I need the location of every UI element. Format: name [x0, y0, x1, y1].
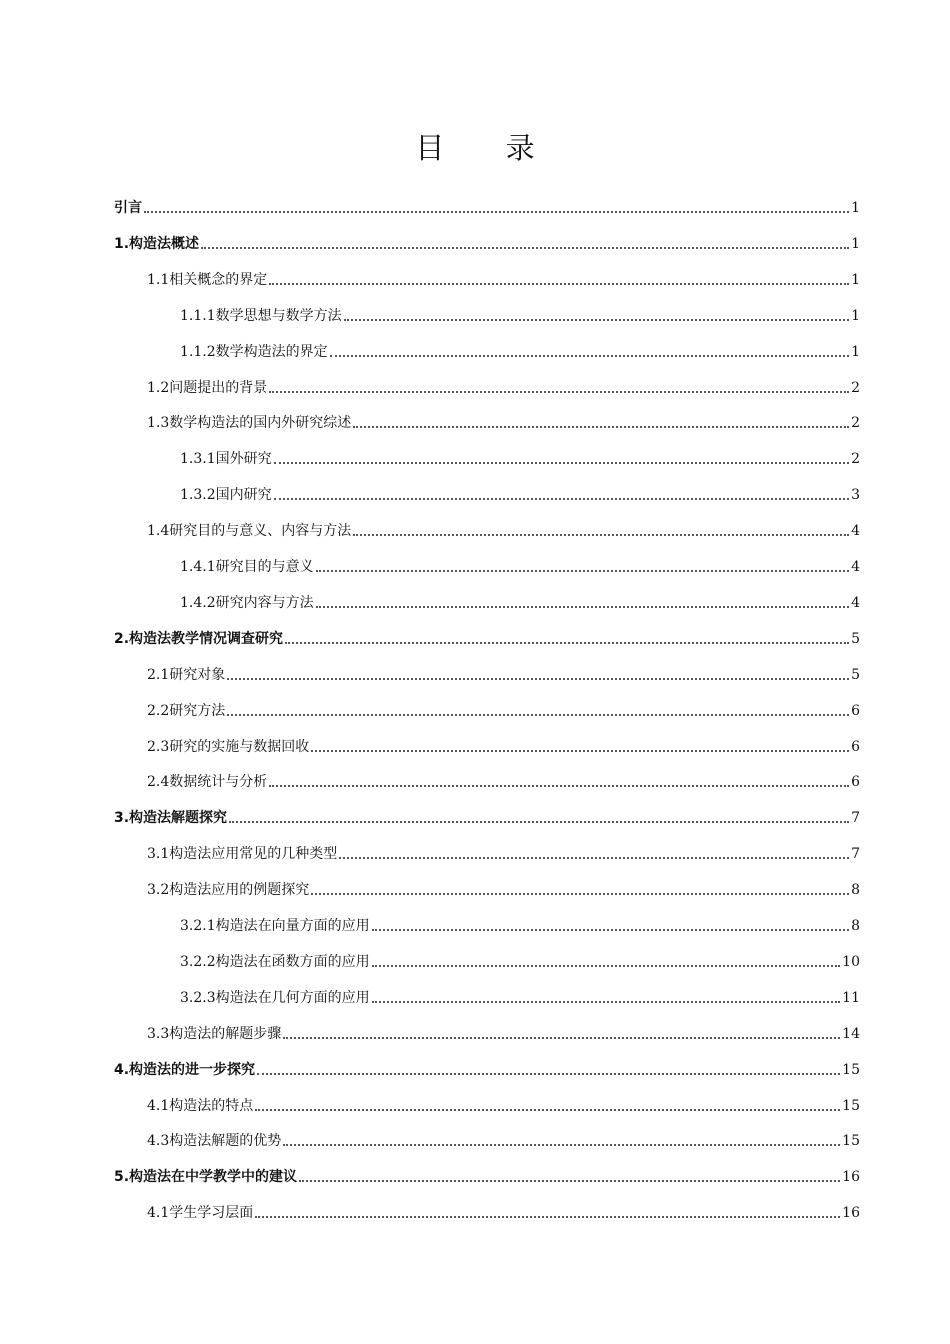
toc-entry-page-number: 16: [842, 1205, 860, 1222]
toc-entry-label: 1.4.2研究内容与方法: [180, 594, 314, 611]
toc-entry-label: 4.1学生学习层面: [147, 1205, 254, 1222]
toc-dot-leader: [311, 893, 849, 895]
toc-entry-label: 3.2.2构造法在函数方面的应用: [180, 953, 370, 970]
toc-entry[interactable]: [114, 1056, 860, 1080]
toc-entry-label: 2.3研究的实施与数据回收: [147, 738, 310, 755]
toc-entry-label: 4.构造法的进一步探究: [114, 1061, 256, 1078]
toc-entry-label: 1.3.1国外研究: [180, 451, 272, 468]
toc-entry-page-number: 3: [851, 487, 860, 504]
toc-entry-label: 1.1相关概念的界定: [147, 271, 268, 288]
toc-entry[interactable]: [180, 589, 860, 613]
toc-entry-page-number: 2: [851, 415, 860, 432]
toc-entry[interactable]: [180, 984, 860, 1008]
toc-entry-page-number: 7: [851, 846, 860, 863]
toc-entry[interactable]: [180, 302, 860, 326]
toc-entry-label: 1.4研究目的与意义、内容与方法: [147, 523, 352, 540]
toc-dot-leader: [227, 678, 849, 680]
toc-entry-label: 1.3数学构造法的国内外研究综述: [147, 415, 352, 432]
toc-entry-label: 1.构造法概述: [114, 235, 200, 252]
toc-entry-page-number: 10: [842, 953, 860, 970]
toc-entry-label: 2.1研究对象: [147, 666, 226, 683]
toc-dot-leader: [274, 462, 849, 464]
toc-entry[interactable]: [114, 230, 860, 254]
toc-entry-page-number: 15: [842, 1061, 860, 1078]
toc-entry-page-number: 1: [851, 307, 860, 324]
toc-entry-page-number: 5: [851, 666, 860, 683]
toc-entry[interactable]: [147, 1020, 860, 1044]
toc-entry-page-number: 14: [842, 1025, 860, 1042]
toc-entry-page-number: 7: [851, 810, 860, 827]
toc-entry-page-number: 2: [851, 379, 860, 396]
toc-entry-page-number: 11: [842, 989, 860, 1006]
toc-dot-leader: [201, 247, 849, 249]
toc-entry-label: 3.构造法解题探究: [114, 810, 228, 827]
toc-dot-leader: [344, 319, 849, 321]
toc-entry[interactable]: [180, 553, 860, 577]
toc-entry-page-number: 4: [851, 594, 860, 611]
toc-entry-label: 3.3构造法的解题步骤: [147, 1025, 282, 1042]
toc-entry[interactable]: [180, 481, 860, 505]
toc-entry[interactable]: [147, 517, 860, 541]
toc-entry-page-number: 1: [851, 343, 860, 360]
toc-entry[interactable]: [147, 733, 860, 757]
toc-entry[interactable]: [147, 1092, 860, 1116]
toc-entry[interactable]: [180, 912, 860, 936]
toc-entry[interactable]: [147, 266, 860, 290]
toc-dot-leader: [227, 714, 849, 716]
toc-entry-label: 3.1构造法应用常见的几种类型: [147, 846, 338, 863]
toc-dot-leader: [285, 642, 849, 644]
toc-entry-page-number: 6: [851, 738, 860, 755]
toc-entry-page-number: 6: [851, 702, 860, 719]
toc-entry[interactable]: [147, 409, 860, 433]
toc-entry[interactable]: [114, 625, 860, 649]
toc-dot-leader: [269, 391, 849, 393]
toc-entry-page-number: 15: [842, 1097, 860, 1114]
toc-entry-label: 4.3构造法解题的优势: [147, 1133, 282, 1150]
toc-dot-leader: [257, 1073, 840, 1075]
toc-entry[interactable]: [114, 1163, 860, 1187]
toc-entry[interactable]: [180, 445, 860, 469]
toc-entry-label: 引言: [114, 200, 142, 216]
toc-entry-page-number: 1: [851, 271, 860, 288]
toc-entry-label: 4.1构造法的特点: [147, 1097, 254, 1114]
toc-dot-leader: [372, 929, 849, 931]
toc-dot-leader: [283, 1144, 840, 1146]
toc-entry-page-number: 1: [851, 200, 860, 216]
toc-entry[interactable]: [114, 194, 860, 218]
toc-entry-label: 1.3.2国内研究: [180, 487, 272, 504]
toc-entry-page-number: 2: [851, 451, 860, 468]
toc-entry-label: 5.构造法在中学教学中的建议: [114, 1169, 298, 1186]
toc-dot-leader: [330, 355, 849, 357]
toc-entry-label: 1.1.1数学思想与数学方法: [180, 307, 342, 324]
toc-entry-label: 1.2问题提出的背景: [147, 379, 268, 396]
toc-entry[interactable]: [147, 1199, 860, 1223]
toc-entry-page-number: 8: [851, 882, 860, 899]
toc-dot-leader: [269, 283, 849, 285]
toc-entry-label: 2.2研究方法: [147, 702, 226, 719]
toc-entry-page-number: 4: [851, 523, 860, 540]
toc-entry-label: 2.构造法教学情况调查研究: [114, 630, 284, 647]
toc-dot-leader: [372, 1001, 841, 1003]
toc-entry-label: 2.4数据统计与分析: [147, 774, 268, 791]
toc-dot-leader: [339, 857, 849, 859]
toc-entry[interactable]: [147, 768, 860, 792]
toc-dot-leader: [372, 965, 841, 967]
toc-entry-label: 3.2构造法应用的例题探究: [147, 882, 310, 899]
toc-entry[interactable]: [147, 876, 860, 900]
toc-entry-page-number: 4: [851, 559, 860, 575]
toc-entry-page-number: 15: [842, 1133, 860, 1150]
toc-dot-leader: [299, 1180, 840, 1182]
toc-entry[interactable]: [147, 697, 860, 721]
toc-entry[interactable]: [180, 948, 860, 972]
toc-entry-label: 3.2.3构造法在几何方面的应用: [180, 989, 370, 1006]
toc-entry[interactable]: [147, 1127, 860, 1151]
toc-entry[interactable]: [114, 804, 860, 828]
toc-dot-leader: [316, 570, 849, 572]
toc-entry-label: 3.2.1构造法在向量方面的应用: [180, 918, 370, 934]
toc-dot-leader: [144, 211, 849, 213]
toc-dot-leader: [283, 1037, 840, 1039]
toc-entry-page-number: 6: [851, 774, 860, 791]
page-title: 目 录: [415, 131, 561, 165]
toc-dot-leader: [274, 498, 849, 500]
toc-dot-leader: [229, 821, 849, 823]
toc-entry-page-number: 8: [851, 918, 860, 934]
toc-entry[interactable]: [180, 338, 860, 362]
toc-dot-leader: [255, 1216, 840, 1218]
toc-dot-leader: [311, 750, 849, 752]
toc-entry[interactable]: [147, 374, 860, 398]
toc-dot-leader: [353, 426, 849, 428]
toc-dot-leader: [269, 785, 849, 787]
toc-entry[interactable]: [147, 661, 860, 685]
toc-entry-label: 1.4.1研究目的与意义: [180, 559, 314, 575]
toc-entry-label: 1.1.2数学构造法的界定: [180, 343, 328, 360]
toc-entry[interactable]: [147, 840, 860, 864]
toc-dot-leader: [353, 534, 849, 536]
toc-entry-page-number: 5: [851, 630, 860, 647]
toc-dot-leader: [316, 606, 849, 608]
toc-entry-page-number: 1: [851, 235, 860, 252]
toc-entry-page-number: 16: [842, 1169, 860, 1186]
toc-dot-leader: [255, 1109, 840, 1111]
